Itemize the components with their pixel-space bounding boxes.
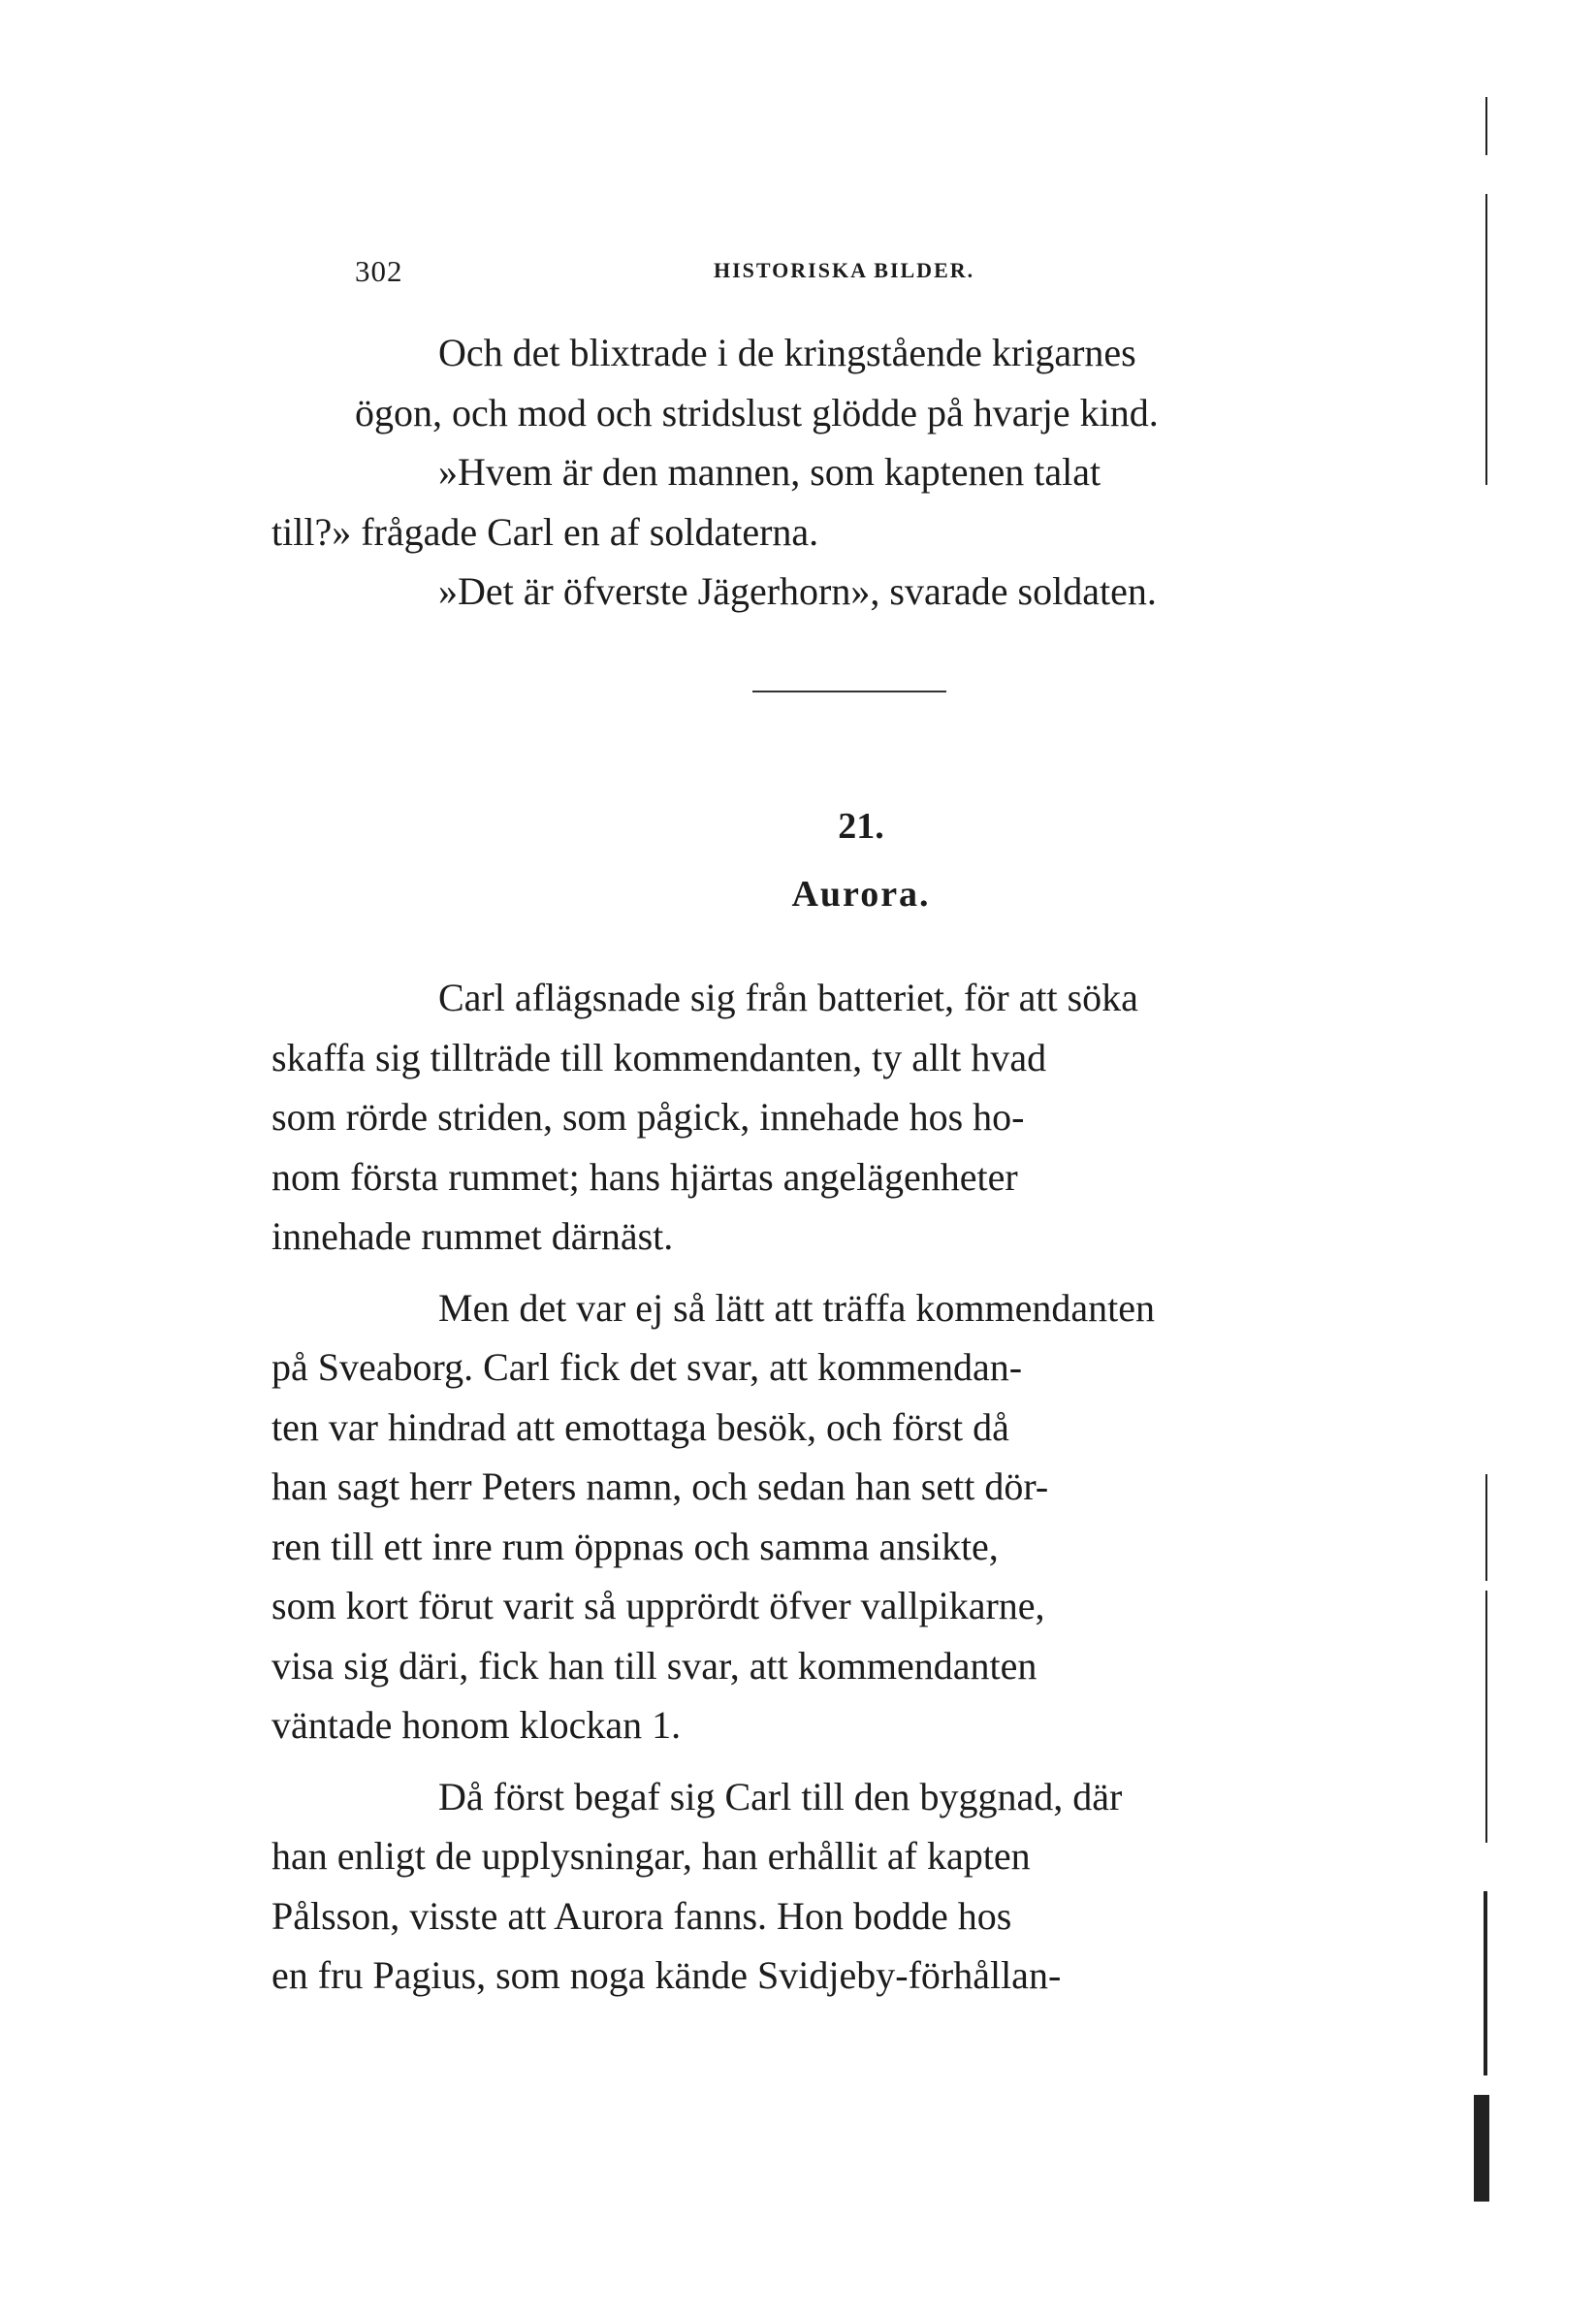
text-line: väntade honom klockan 1.: [271, 1703, 682, 1747]
text-line: »Hvem är den mannen, som kaptenen talat: [438, 450, 1101, 494]
text-line: nom första rummet; hans hjärtas angelägenheter: [271, 1154, 1018, 1199]
paragraph: [271, 1767, 1354, 2006]
text-line: ren till ett inre rum öppnas och samma ansikte,: [271, 1524, 999, 1568]
text-line: Då först begaf sig Carl till den byggnad, där: [438, 1774, 1123, 1818]
chapter-body-text: [271, 968, 1354, 2006]
text-line: »Det är öfverste Jägerhorn», svarade soldaten.: [438, 569, 1157, 613]
text-line: Och det blixtrade i de kringstående krigarnes: [438, 331, 1136, 374]
scan-edge-mark: [1485, 1591, 1487, 1843]
scan-edge-mark: [1485, 194, 1487, 485]
running-head-title: HISTORISKA BILDER.: [714, 258, 975, 282]
text-line: som rörde striden, som pågick, innehade hos ho-: [271, 1095, 1025, 1139]
page-number: 302: [355, 254, 403, 288]
paragraph: [271, 1278, 1354, 1755]
text-line: Pålsson, visste att Aurora fanns. Hon bodde hos: [271, 1893, 1012, 1938]
scan-edge-mark: [1474, 2095, 1489, 2202]
text-line: en fru Pagius, som noga kände Svidjeby-förhållan-: [271, 1953, 1062, 1997]
text-line: Carl aflägsnade sig från batteriet, för att söka: [438, 976, 1138, 1019]
paragraph: [271, 968, 1354, 1267]
text-line: han sagt herr Peters namn, och sedan han sett dör-: [271, 1464, 1049, 1508]
chapter-number: 21.: [838, 806, 884, 847]
scan-edge-mark: [1484, 1891, 1487, 2075]
text-line: ten var hindrad att emottaga besök, och först då: [271, 1404, 1009, 1449]
text-line: som kort förut varit så upprördt öfver vallpikarne,: [271, 1584, 1045, 1627]
chapter-title: Aurora.: [791, 874, 931, 915]
text-line: innehade rummet därnäst.: [271, 1214, 674, 1258]
top-section-text: [271, 323, 1354, 622]
text-line: Men det var ej så lätt att träffa kommendanten: [438, 1285, 1155, 1330]
text-line: visa sig däri, fick han till svar, att kommendanten: [271, 1643, 1037, 1688]
scan-edge-mark: [1485, 97, 1487, 155]
paragraph: [355, 562, 1354, 622]
text-line: skaffa sig tillträde till kommendanten, ty allt hvad: [271, 1035, 1047, 1079]
paragraph: [355, 323, 1354, 442]
text-line: till?» frågade Carl en af soldaterna.: [271, 509, 819, 554]
running-head: [355, 254, 1354, 293]
text-line: han enligt de upplysningar, han erhållit af kapten: [271, 1834, 1031, 1878]
text-line: ögon, och mod och stridslust glödde på hvarje kind.: [355, 390, 1159, 434]
paragraph: [271, 442, 1354, 562]
text-line: på Sveaborg. Carl fick det svar, att kommendan-: [271, 1345, 1023, 1389]
scan-edge-mark: [1485, 1474, 1487, 1581]
section-divider: [752, 691, 946, 692]
